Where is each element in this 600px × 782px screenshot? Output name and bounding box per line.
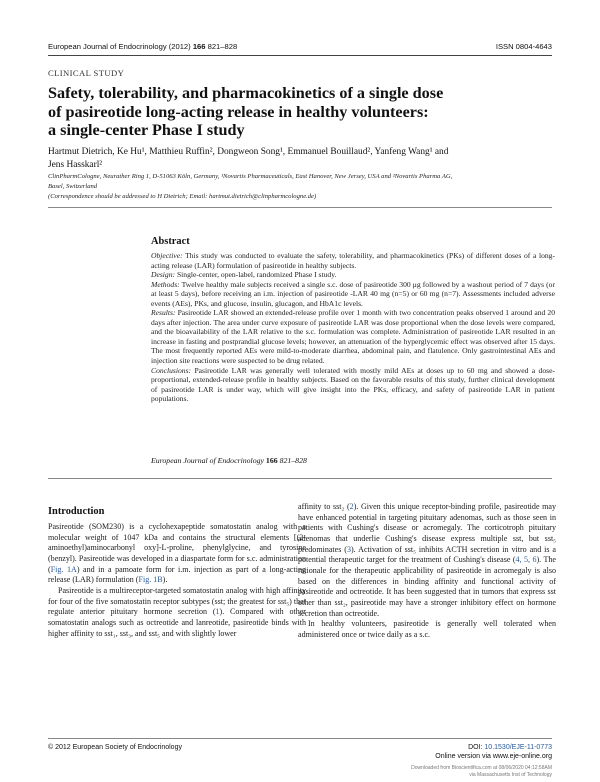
article-title [48, 84, 558, 140]
reference-link[interactable]: 4, 5, 6 [515, 555, 537, 565]
doi-label: DOI: [468, 744, 485, 751]
figure-link[interactable]: Fig. 1A [50, 564, 77, 574]
objective-label: Objective: [151, 251, 183, 260]
abstract-body [151, 251, 555, 404]
affiliations [48, 172, 558, 191]
results-label: Results: [151, 308, 176, 318]
authors-line: Hartmut Dietrich, Ke Hu¹, Matthieu Ruffin², Dongweon Song¹, Emmanuel Bouillaud², Yanfeng Wang¹ and [48, 147, 449, 157]
author-list [48, 146, 558, 172]
text: ). Given this unique receptor-binding profile, pasireotide may have enhanced potential in targeting pituitary adenomas, such as those seen in patients with Cushing's disease or acromegaly. The corticotroph pituitary adenomas that underlie Cushing's disease express multiple sst, but sst₅ predominates ( [298, 502, 556, 554]
affiliation-line: Basel, Switzerland [48, 182, 98, 190]
reference-link[interactable]: 1 [215, 607, 220, 617]
paragraph [48, 586, 306, 639]
journal-pages: 821–828 [207, 42, 238, 51]
abstract-results [151, 308, 555, 365]
doi [468, 744, 552, 751]
abstract-methods [151, 280, 555, 309]
text: affinity to sst₂ ( [298, 502, 350, 511]
reference-link[interactable]: 2 [349, 502, 354, 511]
abstract-objective [151, 251, 555, 270]
download-note: via Massachusetts Inst of Technology [469, 772, 552, 778]
title-line: a single-center Phase I study [48, 121, 245, 139]
conclusions-label: Conclusions: [151, 365, 192, 375]
paragraph [298, 502, 556, 619]
right-column [298, 502, 556, 641]
abstract-citation [151, 456, 307, 465]
abstract-design [151, 270, 555, 280]
abstract-conclusions [151, 366, 555, 404]
methods-label: Methods: [151, 279, 180, 289]
issn: ISSN 0804-4643 [495, 42, 552, 51]
abstract-heading: Abstract [151, 236, 190, 247]
text: Pasireotide is a multireceptor-targeted somatostatin analog with high affinity for four of the five somatostatin receptor subtypes (sst; the greatest for sst₅) that regulate anterior pituitary hormone secretion ( [48, 585, 306, 617]
results-text: Pasireotide LAR showed an extended-release profile over 1 month with two concentration peaks observed 1 around and 20 days after injection. The area under curve exposure of pasireotide LAR was dose proportional when the dose levels were compared, and the bioavailability of the LAR relative to the s.c. formulation was complete. Administration of pasireotide LAR resulted in an increase in fasting and postprandial glucose levels; however, an attenuation of the hyperglycemic effect was observed after 15 days. The most frequently reported AEs were mild-to-moderate diarrhea, abdominal pain, and flatulence. Only gastrointestinal AEs and injection site reactions were suspected to be drug related. [151, 308, 555, 366]
journal-volume: 166 [192, 42, 206, 51]
authors-line: Jens Hasskarl² [48, 160, 103, 170]
cite-pages: 821–828 [279, 456, 307, 465]
text: Pasireotide (SOM230) is a cyclohexapeptide somatostatin analog with a molecular weight of 1047 kDa and contains the structural elements [(2-aminoethyl)aminocarbonyl oxy]-L-proline, phenylglycine, and tyrosine (benzyl). Pasireotide was developed in a diaspartate form for s.c. administration ( [48, 522, 306, 574]
text: ). [162, 575, 168, 585]
objective-text: This study was conducted to evaluate the safety, tolerability, and pharmacokinetics (PKs) of different doses of a long-acting release (LAR) formulation of pasireotide in healthy subjects. [151, 251, 555, 270]
cite-volume: 166 [265, 456, 278, 465]
figure-link[interactable]: Fig. 1B [138, 575, 163, 585]
text: ) and in a pamoate form for i.m. injection as part of a long-acting release (LAR) formulation ( [48, 564, 307, 585]
title-line: Safety, tolerability, and pharmacokinetics of a single dose [48, 84, 444, 102]
download-note: Downloaded from Bioscientifica.com at 08/06/2020 04:12:58AM [411, 765, 552, 771]
design-label: Design: [151, 270, 176, 280]
divider [48, 478, 552, 479]
correspondence: (Correspondence should be addressed to H Dietrich; Email: hartmut.dietrich@clinpharmcologne.de) [48, 193, 317, 200]
journal-header [48, 42, 237, 51]
text: ). The rationale for the therapeutic applicability of pasireotide in acromegaly is also based on the differences in binding affinity and functional activity of pasireotide and octreotide. It has been suggested that in tumors that express sst other than sst₂, pasireotide may have a stronger inhibitory effect on hormone secretion than octreotide. [298, 555, 556, 618]
affiliation-line: ClinPharmCologne, Neurather Ring 1, D-51063 Köln, Germany, ¹Novartis Pharmaceuticals, East Hanover, New Jersey, USA and ²Novartis Pharma AG, [48, 173, 453, 180]
journal-name: European Journal of Endocrinology (2012) [48, 42, 191, 51]
intro-heading: Introduction [48, 506, 105, 517]
paragraph [48, 522, 306, 586]
text: ). Compared with other somatostatin analogs such as octreotide and lanreotide, pasireotide binds with higher affinity to sst₁, sst₃, and sst₅ and with slightly lower [48, 607, 306, 638]
section-label: CLINICAL STUDY [48, 68, 125, 78]
footer-divider [48, 738, 552, 739]
header-divider [48, 55, 552, 56]
design-text: Single-center, open-label, randomized Phase I study. [175, 270, 337, 280]
copyright: © 2012 European Society of Endocrinology [48, 744, 182, 751]
methods-text: Twelve healthy male subjects received a single s.c. dose of pasireotide 300 μg followed by a washout period of 7 days (or at least 5 days), before receiving an i.m. injection of pasireotide -LAR 40 mg (n=5) or 60 mg (n=7). Assessments included adverse events (AEs), PKs, and glucose, insulin, glucagon, and HbA1c levels. [151, 279, 555, 308]
paragraph: In healthy volunteers, pasireotide is generally well tolerated when administered once or twice daily as a s.c. [298, 619, 556, 639]
cite-journal: European Journal of Endocrinology [151, 456, 264, 465]
reference-link[interactable]: 3 [346, 544, 351, 554]
conclusions-text: Pasireotide LAR was generally well tolerated with mostly mild AEs at doses up to 60 mg and showed a dose-proportional, extended-release profile in healthy subjects. Based on the favorable results of this study, further clinical development of pasireotide LAR is under way, which will give insight into the PKs, efficacy, and safety of pasireotide LAR in patient populations. [151, 365, 555, 404]
divider [48, 207, 552, 208]
title-line: of pasireotide long-acting release in healthy volunteers: [48, 102, 429, 121]
left-column [48, 522, 306, 639]
text: ). Activation of sst₅ inhibits ACTH secretion in vitro and is a potential therapeutic target for the treatment of Cushing's disease ( [298, 544, 556, 565]
online-version: Online version via www.eje-online.org [435, 753, 552, 760]
doi-link[interactable]: 10.1530/EJE-11-0773 [484, 744, 552, 751]
